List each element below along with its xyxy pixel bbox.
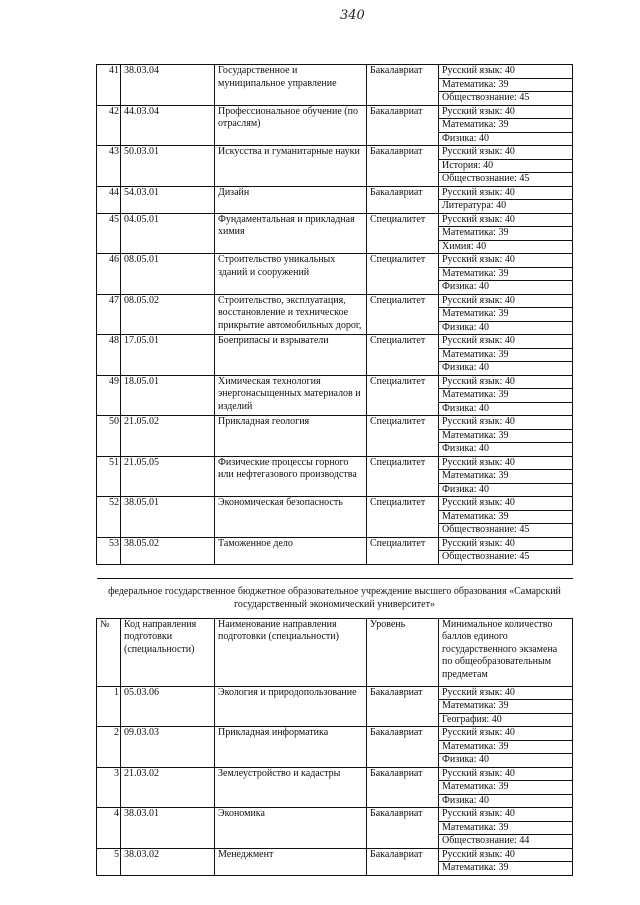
program-name: Профессиональное обучение (по отраслям): [215, 105, 367, 146]
subject-score: Русский язык: 40: [442, 848, 515, 860]
subject-score: Обществознание: 45: [439, 172, 572, 186]
subject-score: Русский язык: 40: [442, 375, 515, 387]
subject-score: Русский язык: 40: [442, 686, 515, 698]
subject-score: Математика: 39: [439, 469, 572, 483]
subject-score: Русский язык: 40: [442, 294, 515, 306]
program-name: Физические процессы горного или нефтегазового производства: [215, 456, 367, 497]
row-number: 41: [97, 65, 121, 106]
header-min: Минимальное количество баллов единого государственного экзамена по общеобразовательным предметам: [439, 618, 573, 686]
program-name: Дизайн: [215, 186, 367, 213]
subject-score: Физика: 40: [439, 280, 572, 294]
program-code: 18.05.01: [121, 375, 215, 416]
program-name: Химическая технология энергонасыщенных материалов и изделий: [215, 375, 367, 416]
program-code: 50.03.01: [121, 146, 215, 187]
program-code: 08.05.02: [121, 294, 215, 335]
min-scores: [439, 335, 573, 376]
subject-score: Математика: 39: [439, 226, 572, 240]
level: Бакалавриат: [367, 146, 439, 187]
program-name: Боеприпасы и взрыватели: [215, 335, 367, 376]
level: Бакалавриат: [367, 727, 439, 768]
program-name: Экология и природопользование: [215, 686, 367, 727]
row-number: 48: [97, 335, 121, 376]
table-row: [97, 537, 573, 564]
min-scores: [439, 808, 573, 849]
program-name: Менеджмент: [215, 848, 367, 875]
subject-score: Физика: 40: [439, 361, 572, 375]
separator: [97, 564, 573, 578]
program-code: 21.05.05: [121, 456, 215, 497]
program-code: 08.05.01: [121, 254, 215, 295]
subject-score: Математика: 39: [439, 267, 572, 281]
level: Специалитет: [367, 537, 439, 564]
row-number: 2: [97, 727, 121, 768]
program-code: 05.03.06: [121, 686, 215, 727]
subject-score: Русский язык: 40: [442, 335, 515, 346]
subject-score: Математика: 39: [439, 388, 572, 402]
subject-score: Физика: 40: [439, 483, 572, 497]
program-name: Фундаментальная и прикладная химия: [215, 213, 367, 254]
program-code: 38.03.04: [121, 65, 215, 106]
subject-score: Химия: 40: [439, 240, 572, 254]
level: Специалитет: [367, 416, 439, 457]
min-scores: [439, 65, 573, 106]
level: Бакалавриат: [367, 686, 439, 727]
subject-score: Математика: 39: [439, 861, 572, 875]
subject-score: Русский язык: 40: [442, 146, 515, 157]
org-title: федеральное государственное бюджетное образовательное учреждение высшего образования «Самарский государственный экономический университет»: [97, 578, 573, 618]
row-number: 47: [97, 294, 121, 335]
subject-score: Литература: 40: [439, 199, 572, 213]
subject-score: Русский язык: 40: [442, 105, 515, 117]
subject-score: Русский язык: 40: [442, 186, 515, 198]
program-name: Строительство уникальных зданий и сооружений: [215, 254, 367, 295]
subject-score: Русский язык: 40: [442, 456, 515, 468]
row-number: 50: [97, 416, 121, 457]
min-scores: [439, 105, 573, 146]
subject-score: Обществознание: 45: [439, 91, 572, 105]
min-scores: [439, 294, 573, 335]
subject-score: Математика: 39: [439, 307, 572, 321]
subject-score: Русский язык: 40: [442, 767, 515, 779]
min-scores: [439, 767, 573, 808]
row-number: 3: [97, 767, 121, 808]
subject-score: Русский язык: 40: [442, 727, 515, 738]
level: Бакалавриат: [367, 105, 439, 146]
table-row: [97, 686, 573, 727]
program-code: 38.03.02: [121, 848, 215, 875]
program-name: Прикладная информатика: [215, 727, 367, 768]
program-name: Таможенное дело: [215, 537, 367, 564]
program-code: 21.03.02: [121, 767, 215, 808]
table-row: [97, 146, 573, 187]
level: Бакалавриат: [367, 767, 439, 808]
min-scores: [439, 146, 573, 187]
level: Бакалавриат: [367, 186, 439, 213]
row-number: 1: [97, 686, 121, 727]
table-row: [97, 335, 573, 376]
row-number: 4: [97, 808, 121, 849]
table-row: [97, 375, 573, 416]
subject-score: Математика: 39: [439, 429, 572, 443]
min-scores: [439, 497, 573, 538]
level: Бакалавриат: [367, 65, 439, 106]
min-scores: [439, 254, 573, 295]
program-code: 21.05.02: [121, 416, 215, 457]
program-code: 38.03.01: [121, 808, 215, 849]
min-scores: [439, 456, 573, 497]
subject-score: Русский язык: 40: [442, 213, 515, 225]
program-name: Строительство, эксплуатация, восстановление и техническое прикрытие автомобильных дорог,: [215, 294, 367, 335]
level: Бакалавриат: [367, 808, 439, 849]
table-row: [97, 105, 573, 146]
program-name: Прикладная геология: [215, 416, 367, 457]
table-row: [97, 848, 573, 875]
program-code: 44.03.04: [121, 105, 215, 146]
subject-score: Физика: 40: [439, 753, 572, 767]
table-row: [97, 497, 573, 538]
level: Специалитет: [367, 497, 439, 538]
row-number: 53: [97, 537, 121, 564]
subject-score: Математика: 39: [439, 510, 572, 524]
level: Специалитет: [367, 375, 439, 416]
subject-score: Обществознание: 45: [439, 550, 572, 564]
table-row: [97, 767, 573, 808]
table-row: [97, 808, 573, 849]
level: Специалитет: [367, 294, 439, 335]
subject-score: Математика: 39: [439, 699, 572, 713]
subject-score: Математика: 39: [439, 740, 572, 754]
program-name: Экономическая безопасность: [215, 497, 367, 538]
program-code: 04.05.01: [121, 213, 215, 254]
header-name: Наименование направления подготовки (специальности): [215, 618, 367, 686]
table-row: [97, 186, 573, 213]
program-name: Экономика: [215, 808, 367, 849]
program-code: 09.03.03: [121, 727, 215, 768]
level: Бакалавриат: [367, 848, 439, 875]
level: Специалитет: [367, 254, 439, 295]
level: Специалитет: [367, 335, 439, 376]
row-number: 46: [97, 254, 121, 295]
subject-score: Русский язык: 40: [442, 808, 515, 819]
min-scores: [439, 416, 573, 457]
subject-score: Русский язык: 40: [442, 65, 515, 76]
min-scores: [439, 727, 573, 768]
row-number: 42: [97, 105, 121, 146]
program-name: Землеустройство и кадастры: [215, 767, 367, 808]
row-number: 49: [97, 375, 121, 416]
admission-table: [96, 64, 573, 876]
table-row: [97, 456, 573, 497]
page-number: 340: [340, 8, 365, 23]
min-scores: [439, 537, 573, 564]
table-row: [97, 727, 573, 768]
header-code: Код направления подготовки (специальности): [121, 618, 215, 686]
subject-score: Физика: 40: [439, 132, 572, 146]
program-code: 38.05.01: [121, 497, 215, 538]
program-code: 17.05.01: [121, 335, 215, 376]
subject-score: Физика: 40: [439, 402, 572, 416]
level: Специалитет: [367, 213, 439, 254]
header-level: Уровень: [367, 618, 439, 686]
subject-score: История: 40: [439, 159, 572, 173]
subject-score: Физика: 40: [439, 794, 572, 808]
min-scores: [439, 375, 573, 416]
subject-score: Обществознание: 45: [439, 523, 572, 537]
subject-score: Математика: 39: [439, 780, 572, 794]
row-number: 43: [97, 146, 121, 187]
table-row: [97, 65, 573, 106]
program-name: Государственное и муниципальное управление: [215, 65, 367, 106]
min-scores: [439, 848, 573, 875]
subject-score: Математика: 39: [439, 821, 572, 835]
header-row: [97, 618, 573, 686]
table-row: [97, 254, 573, 295]
table-row: [97, 213, 573, 254]
subject-score: Русский язык: 40: [442, 254, 515, 265]
table-row: [97, 294, 573, 335]
header-num: №: [97, 618, 121, 686]
program-code: 54.03.01: [121, 186, 215, 213]
min-scores: [439, 186, 573, 213]
subject-score: Математика: 39: [439, 348, 572, 362]
subject-score: Русский язык: 40: [442, 497, 515, 508]
row-number: 52: [97, 497, 121, 538]
subject-score: Математика: 39: [439, 78, 572, 92]
subject-score: Математика: 39: [439, 118, 572, 132]
program-name: Искусства и гуманитарные науки: [215, 146, 367, 187]
subject-score: Русский язык: 40: [442, 537, 515, 549]
subject-score: Обществознание: 44: [439, 834, 572, 848]
row-number: 5: [97, 848, 121, 875]
min-scores: [439, 213, 573, 254]
level: Специалитет: [367, 456, 439, 497]
org-title-row: [97, 578, 573, 618]
separator-row: [97, 564, 573, 578]
row-number: 44: [97, 186, 121, 213]
table-row: [97, 416, 573, 457]
min-scores: [439, 686, 573, 727]
subject-score: Русский язык: 40: [442, 416, 515, 427]
subject-score: Физика: 40: [439, 321, 572, 335]
row-number: 45: [97, 213, 121, 254]
program-code: 38.05.02: [121, 537, 215, 564]
subject-score: География: 40: [439, 713, 572, 727]
subject-score: Физика: 40: [439, 442, 572, 456]
row-number: 51: [97, 456, 121, 497]
